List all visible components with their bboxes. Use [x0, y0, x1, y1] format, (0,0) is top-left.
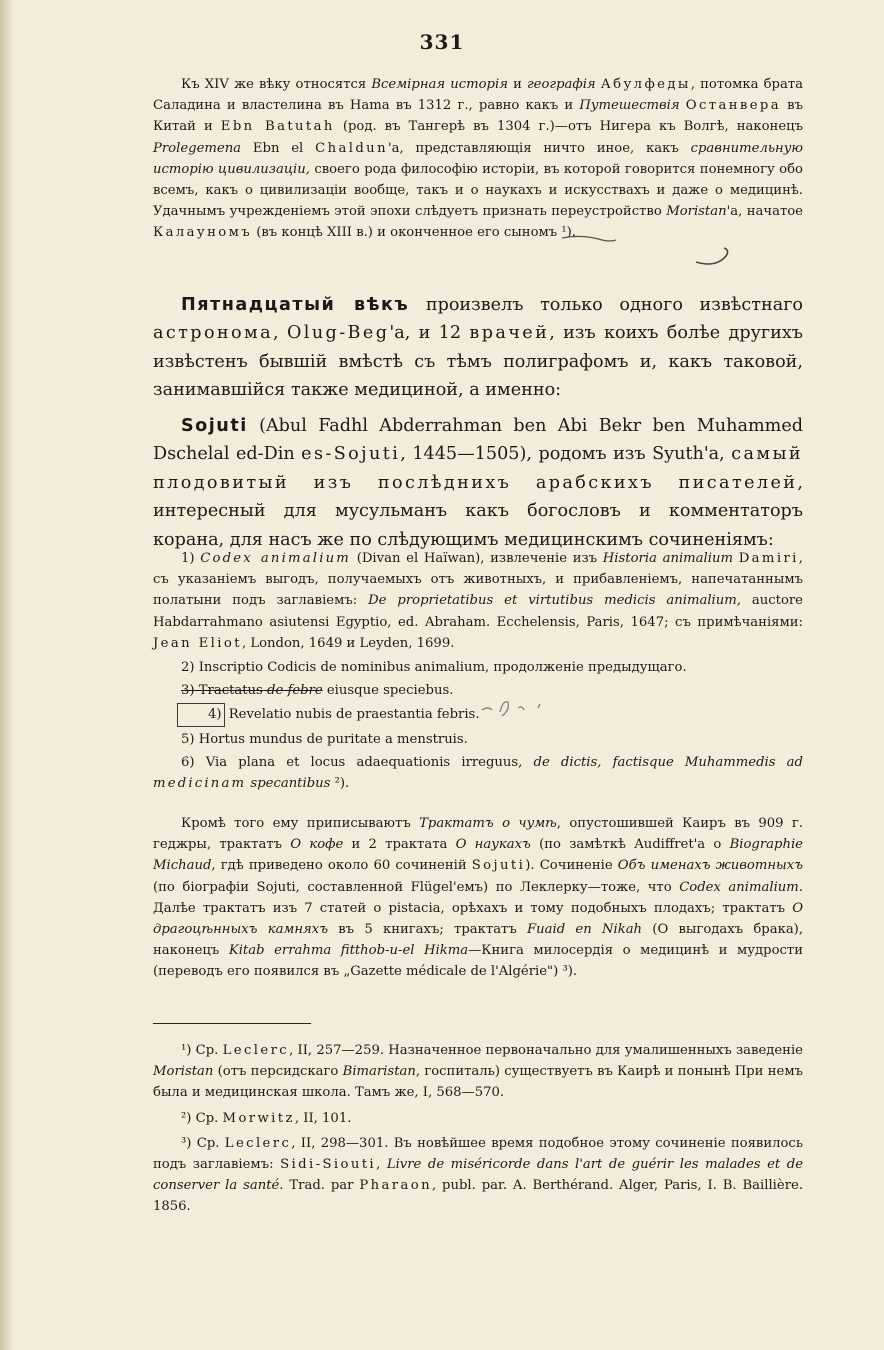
paragraph-other-works: Кромѣ того ему приписываютъ Трактатъ о чумѣ, опустошившей Каиръ въ 909 г. геджры, трактатъ О кофе и 2 трактата О наукахъ (по замѣткѣ Audiffret'а о Biographie Michaud, гдѣ приведено около 60 сочиненій Sojuti). Сочиненіе Объ именахъ животныхъ (по біографіи Sojuti, составленной Flügel'емъ) по Леклерку—тоже, что Codex animalium. Далѣе трактатъ изъ 7 статей о pistacia, орѣхахъ и тому подобныхъ плодахъ; трактатъ О драгоцѣнныхъ камняхъ въ 5 книгахъ; трактатъ Fuaid en Nikah (О выгодахъ брака), наконецъ Kitab errahma fitthob-u-el Hikma—Книга милосердія о медицинѣ и мудрости (переводъ его появился въ „Gazette médicale de l'Algérie") ³).	[153, 816, 804, 980]
footnote-3: ³) Ср. Leclerc, II, 298—301. Въ новѣйшее время подобное этому сочиненіе появилось подъ заглавіемъ: Sidi-Siouti, Livre de miséricorde dans l'art de guérir les malades et de conserver la santé. Trad. par Pharaon, publ. par. A. Berthérand. Alger, Paris, I. B. Baillière. 1856.	[153, 1135, 804, 1215]
pencil-hook-mark	[690, 246, 740, 270]
footnote-divider	[153, 1023, 311, 1024]
binding-shadow	[0, 0, 14, 1350]
list-item: 3) Tractatus de febre eiusque speciebus.	[181, 683, 454, 699]
pencil-underline-mark	[560, 230, 620, 246]
list-item: 1) Codex animalium (Divan el Haïwan), извлеченіе изъ Historia animalium Damiri, съ указаніемъ выгодъ, получаемыхъ отъ животныхъ, и прибавленіемъ, напечатаннымъ полатыни подъ заглавіемъ: De proprietatibus et virtutibus medicis animalium, auctore Habdarrahmano asiutensi Egyptio, ed. Abraham. Ecchelensis, Paris, 1647; съ примѣчаніями: Jean Eliot, London, 1649 и Leyden, 1699.	[153, 551, 803, 651]
list-item: 5) Hortus mundus de puritate a menstruis.	[181, 731, 468, 747]
list-item: 4) Revelatio nubis de praestantia febris.	[153, 703, 803, 726]
paragraph-14th-century: Къ XIV же вѣку относятся Всемірная исторія и географія Абулфеды, потомка брата Саладина и властелина въ Hama въ 1312 г., равно какъ и Путешествія Останвера въ Китай и Ebn Batutah (род. въ Тангерѣ въ 1304 г.)—отъ Нигера къ Волгѣ, наконецъ Prolegemena Ebn el Chaldun'а, представляющія ничто иное, какъ сравнительную исторію цивилизаціи, своего рода философію исторіи, въ которой говорится понемногу обо всемъ, какъ о цивилизаціи вообще, такъ и о наукахъ и искусствахъ и даже о медицинѣ. Удачнымъ учрежденіемъ этой эпохи слѣдуетъ признать переустройство Moristan'а, начатое Калауномъ (въ концѣ XIII в.) и оконченное его сыномъ ¹).	[153, 77, 804, 241]
paragraph-15th-century: Пятнадцатый вѣкъ произвелъ только одного извѣстнаго астронома, Olug-Beg'а, и 12 врачей, изъ коихъ болѣе другихъ извѣстенъ бывшій вмѣстѣ съ тѣмъ полиграфомъ и, какъ таковой, занимавшійся также медициной, а именно:	[153, 295, 804, 401]
page-number: 331	[419, 30, 465, 54]
list-item: 6) Via plana et locus adaequationis irreguus, de dictis, factisque Muhammedis ad medicinam specantibus ²).	[153, 754, 803, 792]
pencil-box-mark: 4)	[177, 703, 225, 726]
footnote-1: ¹) Ср. Leclerc, II, 257—259. Назначенное первоначально для умалишенныхъ заведеніе Moristan (отъ персидскаго Bimaristan, госпиталь) существуетъ въ Каирѣ и понынѣ При немъ была и медицинская школа. Тамъ же, I, 568—570.	[153, 1043, 803, 1101]
footnotes	[153, 1040, 803, 1218]
works-list	[153, 548, 803, 794]
footnote-2: ²) Ср. Morwitz, II, 101.	[181, 1110, 352, 1126]
list-item: 2) Inscriptio Codicis de nominibus animalium, продолженіе предыдущаго.	[181, 660, 687, 676]
paragraph-sojuti: Sojuti (Abul Fadhl Abderrahman ben Abi Bekr ben Muhammed Dschelal ed-Din es-Sojuti, 1445—1505), родомъ изъ Syuth'а, самый плодовитый изъ послѣднихъ арабскихъ писателей, интересный для мусульманъ какъ богословъ и комментаторъ корана, для насъ же по слѣдующимъ медицинскимъ сочиненіямъ:	[153, 416, 803, 550]
pencil-squiggle-mark	[478, 696, 558, 720]
